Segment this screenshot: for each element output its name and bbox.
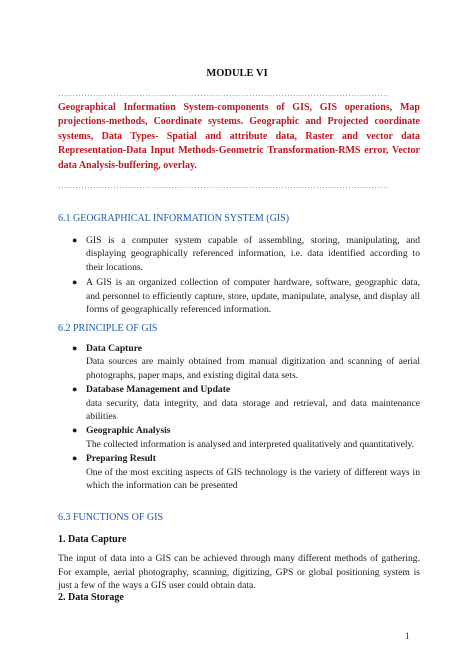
list-item xyxy=(58,452,420,492)
item-description: Data sources are mainly obtained from manual digitization and scanning of aerial photographs, paper maps, and existing digital data sets. xyxy=(86,356,420,381)
list-item xyxy=(58,424,420,451)
module-summary: Geographical Information System-components of GIS, GIS operations, Map projections-methods, Coordinate systems. Geographic and Projected coordinate systems, Data Types- Spatial and attribute data, Raster and vector data Representation-Data Input Methods-Geometric Transformation-RMS error, Vector data Analysis-buffering, overlay. xyxy=(58,102,420,171)
item-title: Data Capture xyxy=(86,343,143,354)
section-heading-6-2: 6.2 PRINCIPLE OF GIS xyxy=(58,323,158,334)
data-capture-paragraph: The input of data into a GIS can be achieved through many different methods of gathering. For example, aerial photography, scanning, digitizing, GPS or global positioning system is just a few of the ways a GIS user could obtain data. xyxy=(58,553,420,592)
list-item xyxy=(58,342,420,382)
bullet-icon: ● xyxy=(72,277,78,288)
bullet-icon: ● xyxy=(72,453,78,464)
subheading-data-storage: 2. Data Storage xyxy=(58,592,124,603)
gis-principle-list xyxy=(58,342,420,493)
list-item: ● A GIS is an organized collection of computer hardware, software, geographic data, and personnel to efficiently capture, store, update, manipulate, analyse, and display all forms of geographically referenced information. xyxy=(72,277,420,316)
item-title: Database Management and Update xyxy=(86,384,231,396)
bullet-icon: ● xyxy=(72,384,78,395)
subheading-data-capture: 1. Data Capture xyxy=(58,534,127,545)
module-title: MODULE VI xyxy=(206,68,268,79)
gis-definition-list xyxy=(58,234,420,318)
item-title: Preparing Result xyxy=(86,453,156,465)
dotted-separator-bottom: …………………………………………………………………………………………………… xyxy=(58,180,389,190)
section-heading-6-1: 6.1 GEOGRAPHICAL INFORMATION SYSTEM (GIS) xyxy=(58,213,290,224)
list-item xyxy=(58,383,420,423)
item-description: One of the most exciting aspects of GIS technology is the variety of different ways in which the information can be presented xyxy=(86,466,420,492)
item-description: data security, data integrity, and data storage and retrieval, and data maintenance abilities xyxy=(86,397,420,423)
bullet-icon: ● xyxy=(72,235,78,245)
bullet-icon: ● xyxy=(72,343,78,353)
item-title: Geographic Analysis xyxy=(86,425,171,437)
page-number: 1 xyxy=(405,631,410,641)
dotted-separator-top: …………………………………………………………………………………………………… xyxy=(58,88,389,98)
list-item: ● GIS is a computer system capable of assembling, storing, manipulating, and displaying geographically referenced information, i.e. data identified according to their locations. xyxy=(72,235,420,273)
section-heading-6-3: 6.3 FUNCTIONS OF GIS xyxy=(58,512,164,523)
bullet-icon: ● xyxy=(72,425,78,436)
item-description: The collected information is analysed and interpreted qualitatively and quantitatively. xyxy=(86,438,415,450)
